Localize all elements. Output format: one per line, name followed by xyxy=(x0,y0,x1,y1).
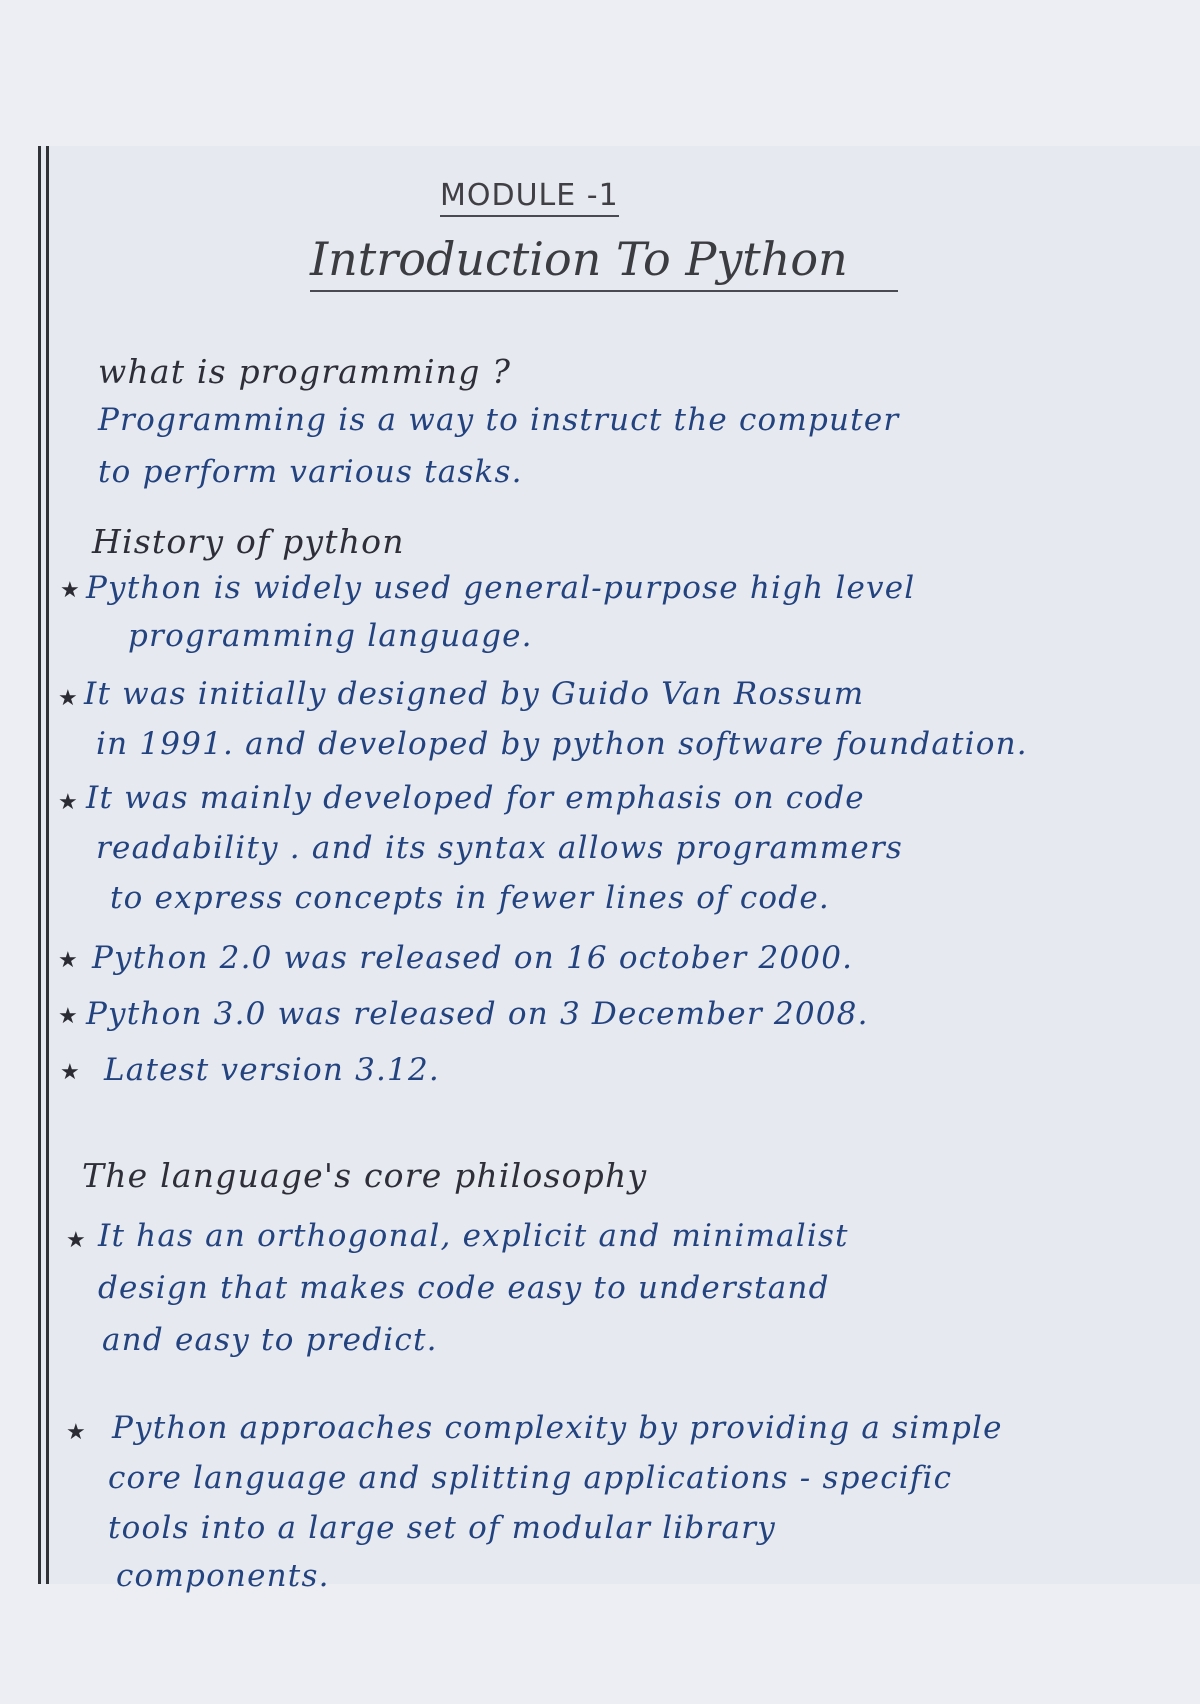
section-heading-programming: what is programming ? xyxy=(98,352,512,391)
module-label: MODULE -1 xyxy=(440,178,619,217)
bullet-line: to express concepts in fewer lines of code. xyxy=(110,880,830,916)
margin-line-inner xyxy=(46,146,49,1584)
bullet-line: Python approaches complexity by providing a simple xyxy=(112,1410,1003,1446)
bullet-line: in 1991. and developed by python software foundation. xyxy=(96,726,1028,762)
star-icon: ★ xyxy=(58,948,78,973)
bullet-line: tools into a large set of modular library xyxy=(108,1510,776,1546)
star-icon: ★ xyxy=(66,1420,86,1445)
bullet-line: and easy to predict. xyxy=(102,1322,438,1358)
bullet-line: core language and splitting applications - specific xyxy=(108,1460,953,1496)
section-heading-history: History of python xyxy=(92,522,405,561)
bullet-line: Python 2.0 was released on 16 october 2000. xyxy=(92,940,854,976)
bullet-line: design that makes code easy to understand xyxy=(98,1270,830,1306)
page-title: Introduction To Python xyxy=(310,232,898,292)
text-line: Programming is a way to instruct the computer xyxy=(98,402,900,438)
margin-line-outer xyxy=(38,146,41,1584)
bullet-line: It was initially designed by Guido Van Rossum xyxy=(84,676,865,712)
star-icon: ★ xyxy=(66,1228,86,1253)
star-icon: ★ xyxy=(58,1004,78,1029)
bullet-line: Latest version 3.12. xyxy=(104,1052,440,1088)
section-heading-philosophy: The language's core philosophy xyxy=(82,1156,648,1195)
text-line: to perform various tasks. xyxy=(98,454,523,490)
bullet-line: readability . and its syntax allows programmers xyxy=(96,830,904,866)
bullet-line: Python 3.0 was released on 3 December 2008. xyxy=(86,996,869,1032)
bullet-line: programming language. xyxy=(128,618,533,654)
bullet-line: Python is widely used general-purpose high level xyxy=(86,570,916,606)
bullet-line: components. xyxy=(116,1558,330,1594)
bullet-line: It was mainly developed for emphasis on code xyxy=(86,780,865,816)
star-icon: ★ xyxy=(58,790,78,815)
bullet-line: It has an orthogonal, explicit and minimalist xyxy=(98,1218,849,1254)
star-icon: ★ xyxy=(60,1060,80,1085)
star-icon: ★ xyxy=(60,578,80,603)
star-icon: ★ xyxy=(58,686,78,711)
